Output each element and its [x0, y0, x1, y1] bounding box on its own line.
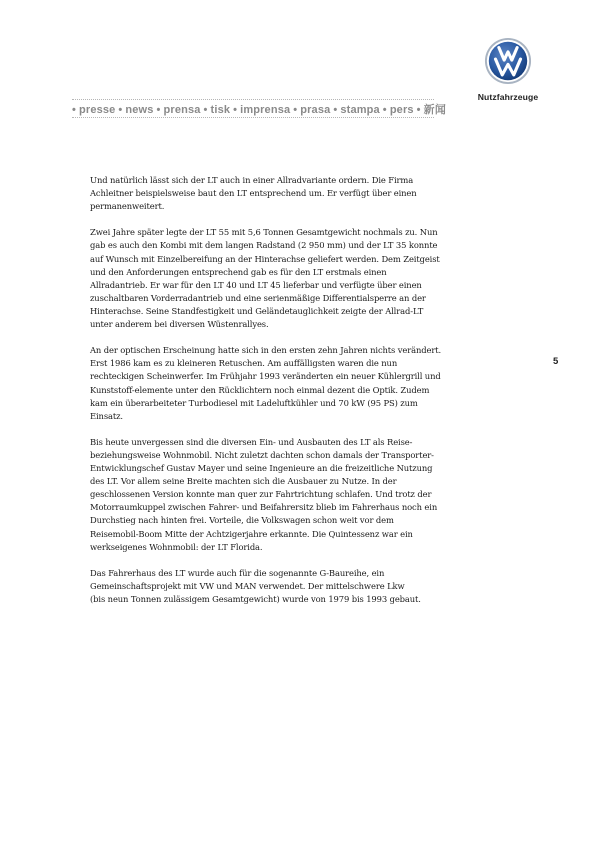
press-language-bar [72, 101, 446, 117]
paragraph [90, 174, 450, 213]
text-line: unter anderem bei diversen Wüstenrallyes. [90, 319, 269, 330]
text-line: Durchstieg nach hinten frei. Vorteile, die Volkswagen schon weit vor dem [90, 515, 394, 526]
nav-divider-bottom [72, 117, 434, 118]
article-body [90, 174, 450, 619]
paragraph [90, 436, 450, 554]
text-line: Und natürlich lässt sich der LT auch in einer Allradvariante ordern. Die Firma [90, 175, 414, 185]
text-line: zuschaltbaren Vorderradantrieb und eine serienmäßige Differentialsperre an der [90, 292, 426, 303]
text-line: Erst 1986 kam es zu kleineren Retuschen. Am auffälligsten waren die nun [90, 358, 398, 369]
text-line: des LT. Vor allem seine Breite machten sich die Ausbauer zu Nutze. In der [90, 476, 397, 487]
nav-separator: • [333, 104, 338, 116]
text-line: werkseigenes Wohnmobil: der LT Florida. [90, 541, 263, 552]
nav-separator: • [118, 104, 123, 116]
text-line: (bis neun Tonnen zulässigem Gesamtgewicht) wurde von 1979 bis 1993 gebaut. [90, 594, 421, 604]
text-line: und den Anforderungen entsprechend gab es für den LT erstmals einen [90, 266, 387, 277]
nav-separator: • [203, 104, 208, 116]
nav-item[interactable]: pers [389, 104, 414, 116]
text-line: kam ein überarbeiteter Turbodiesel mit Ladeluftkühler und 70 kW (95 PS) zum [90, 397, 418, 408]
text-line: Allradantrieb. Er war für den LT 40 und LT 45 lieferbar und verfügte über einen [90, 279, 422, 290]
page-number: 5 [553, 356, 559, 367]
text-line: beziehungsweise Wohnmobil. Nicht zuletzt dachten schon damals der Transporter- [90, 449, 434, 460]
nav-separator: • [233, 104, 238, 116]
text-line: Entwicklungschef Gustav Mayer und seine Ingenieure an die freizeitliche Nutzung [90, 463, 433, 474]
nav-separator: • [382, 104, 387, 116]
nav-item[interactable]: 新闻 [423, 104, 446, 116]
text-line: An der optischen Erscheinung hatte sich in den ersten zehn Jahren nichts verändert. [90, 345, 441, 356]
nav-item[interactable]: news [125, 104, 154, 116]
text-line: permanenweitert. [90, 201, 165, 212]
nav-divider-top [72, 99, 434, 100]
nav-item[interactable]: presse [79, 104, 116, 116]
text-line: Zwei Jahre später legte der LT 55 mit 5,6 Tonnen Gesamtgewicht nochmals zu. Nun [90, 227, 438, 238]
text-line: geschlossenen Version konnte man quer zur Fahrtrichtung schlafen. Und trotz der [90, 489, 432, 500]
paragraph [90, 344, 450, 423]
nav-separator: • [72, 104, 77, 116]
nav-item[interactable]: imprensa [240, 104, 291, 116]
text-line: Einsatz. [90, 410, 123, 421]
brand-name: Nutzfahrzeuge [477, 92, 539, 102]
nav-item[interactable]: prensa [163, 104, 201, 116]
text-line: Gemeinschaftsprojekt mit VW und MAN verwendet. Der mittelschwere Lkw [90, 580, 405, 591]
nav-separator: • [156, 104, 161, 116]
text-line: gab es auch den Kombi mit dem langen Radstand (2 950 mm) und der LT 35 konnte [90, 240, 438, 251]
paragraph [90, 226, 450, 331]
nav-separator: • [416, 104, 421, 116]
nav-item[interactable]: stampa [340, 104, 380, 116]
text-line: Reisemobil-Boom Mitte der Achtzigerjahre erkannte. Die Quintessenz war ein [90, 528, 413, 539]
text-line: Motorraumkuppel zwischen Fahrer- und Beifahrersitz blieb im Fahrerhaus noch ein [90, 502, 438, 513]
paragraph [90, 567, 450, 606]
text-line: Kunststoff-elemente unter den Rücklichtern noch einmal dezent die Optik. Zudem [90, 384, 430, 395]
nav-item[interactable]: tisk [210, 104, 231, 116]
text-line: Das Fahrerhaus des LT wurde auch für die sogenannte G-Baureihe, ein [90, 567, 385, 578]
text-line: Hinterachse. Seine Standfestigkeit und Geländetauglichkeit zeigte der Allrad-LT [90, 305, 424, 316]
nav-separator: • [293, 104, 298, 116]
text-line: Bis heute unvergessen sind die diversen Ein- und Ausbauten des LT als Reise- [90, 436, 413, 447]
nav-item[interactable]: prasa [300, 104, 331, 116]
text-line: Achleitner beispielsweise baut den LT entsprechend um. Er verfügt über einen [90, 188, 417, 199]
text-line: rechteckigen Scheinwerfer. Im Frühjahr 1993 veränderten ein neuer Kühlergrill und [90, 371, 441, 382]
text-line: auf Wunsch mit Einzelbereifung an der Hinterachse geliefert werden. Dem Zeitgeist [90, 253, 440, 264]
vw-logo-icon [484, 37, 532, 85]
